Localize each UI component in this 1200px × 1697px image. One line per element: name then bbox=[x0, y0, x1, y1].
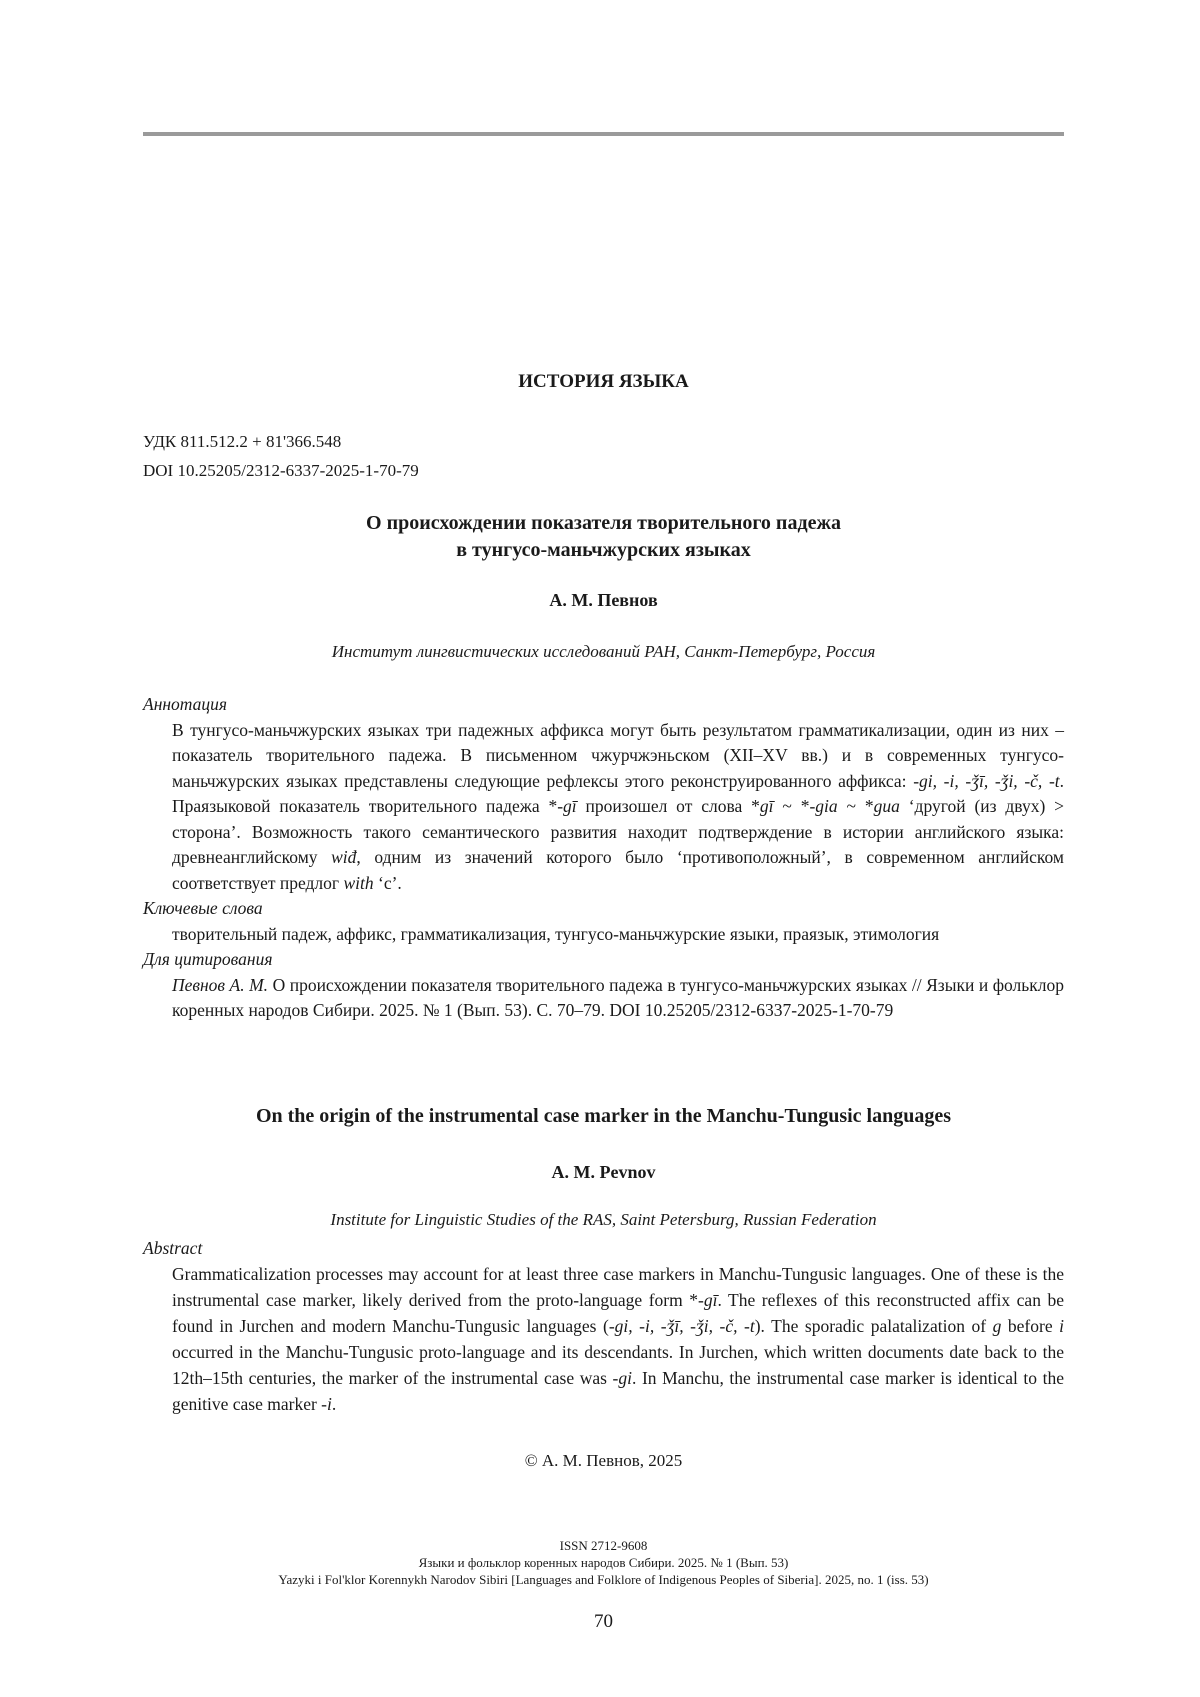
doi: DOI 10.25205/2312-6337-2025-1-70-79 bbox=[143, 461, 419, 480]
keywords-label: Ключевые слова bbox=[143, 898, 263, 918]
page-number: 70 bbox=[594, 1611, 613, 1632]
udc-code: УДК 811.512.2 + 81'366.548 bbox=[143, 432, 342, 451]
keywords-text: творительный падеж, аффикс, грамматикализация, тунгусо-маньчжурские языки, праязык, этимология bbox=[172, 923, 940, 944]
abstract-text: Grammaticalization processes may account for at least three case markers in Manchu-Tungusic languages. One of these is the instrumental case marker, likely derived from the proto-language form *-gī. The reflexes of this reconstructed affix can be found in Jurchen and modern Manchu-Tungusic languages (-gi, -i, -ǯī, -ǯi, -č, -t). The sporadic palatalization of g before i occurred in the Manchu-Tungusic proto-language and its descendants. In Jurchen, which written documents date back to the 12th–15th centuries, the marker of the instrumental case was -gi. In Manchu, the instrumental case marker is identical to the genitive case marker -i. bbox=[172, 1264, 1065, 1414]
ru-affiliation: Институт лингвистических исследований РАН, Санкт-Петербург, Россия bbox=[331, 642, 876, 661]
article-meta bbox=[143, 427, 1064, 485]
journal-footer bbox=[143, 1537, 1064, 1588]
annotation-text: В тунгусо-маньчжурских языках три падежных аффикса могут быть результатом грамматикализации, один из них – показатель творительного падежа. В письменном чжурчжэньском (XII–XV вв.) и в современных тунгусо-маньчжурских языках представлены следующие рефлексы этого реконструированного аффикса: -gi, -i, -ǯī, -ǯi, -č, -t. Праязыковой показатель творительного падежа *-gī произошел от слова *gī ~ *-gia ~ *gua ‘другой (из двух) > сторона’. Возможность такого семантического развития находит подтверждение в истории английского языка: древнеанглийскому wiđ, одним из значений которого было ‘противоположный’, в современном английском соответствует предлог with ‘с’. bbox=[172, 719, 1065, 893]
footer-journal-ru: Языки и фольклор коренных народов Сибири. 2025. № 1 (Вып. 53) bbox=[418, 1555, 789, 1570]
ru-title-line-1: О происхождении показателя творительного падежа bbox=[366, 512, 841, 534]
copyright-notice: © А. М. Певнов, 2025 bbox=[524, 1451, 683, 1470]
en-article-title: On the origin of the instrumental case marker in the Manchu-Tungusic languages bbox=[255, 1105, 952, 1127]
citation-text: Певнов А. М. О происхождении показателя творительного падежа в тунгусо-маньчжурских языках // Языки и фольклор коренных народов Сибири. 2025. № 1 (Вып. 53). С. 70–79. DOI 10.25205/2312-6337-2025-1-70-79 bbox=[172, 974, 1064, 1020]
ru-annotation-block bbox=[143, 692, 1064, 1024]
en-abstract-block bbox=[143, 1235, 1064, 1417]
annotation-label: Аннотация bbox=[143, 694, 228, 714]
ru-article-title bbox=[143, 510, 1064, 564]
en-author: A. M. Pevnov bbox=[551, 1162, 656, 1182]
footer-journal-en: Yazyki i Fol'klor Korennykh Narodov Sibiri [Languages and Folklore of Indigenous Peoples of Siberia]. 2025, no. 1 (iss. 53) bbox=[278, 1572, 929, 1587]
citation-label: Для цитирования bbox=[143, 949, 273, 969]
top-rule bbox=[143, 132, 1064, 136]
ru-author: А. М. Певнов bbox=[549, 590, 658, 610]
en-affiliation: Institute for Linguistic Studies of the RAS, Saint Petersburg, Russian Federation bbox=[330, 1210, 877, 1229]
ru-title-line-2: в тунгусо-маньчжурских языках bbox=[456, 539, 751, 561]
abstract-label: Abstract bbox=[143, 1238, 203, 1258]
footer-issn: ISSN 2712-9608 bbox=[559, 1538, 648, 1553]
section-heading: ИСТОРИЯ ЯЗЫКА bbox=[518, 371, 689, 392]
